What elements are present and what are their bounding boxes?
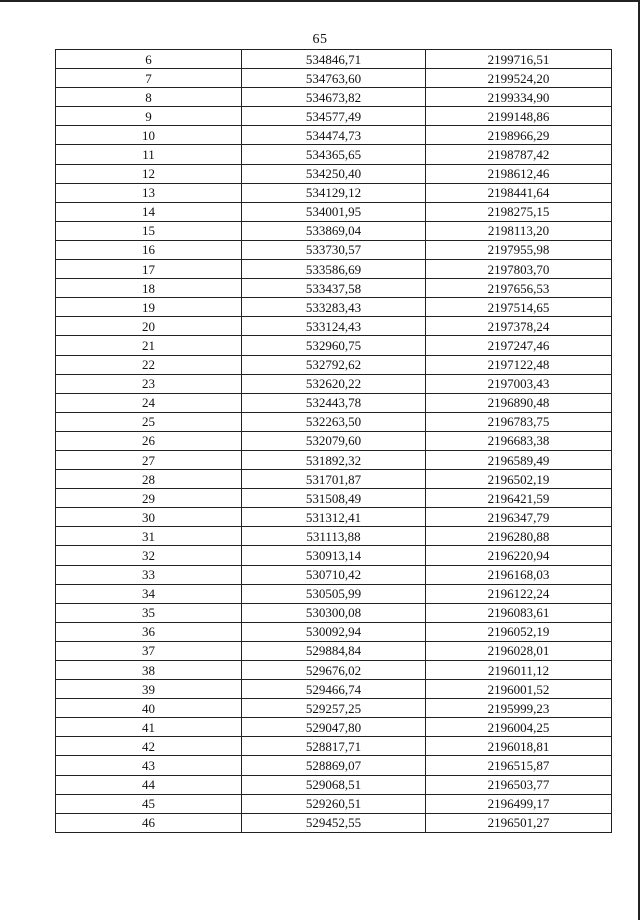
point-number-cell: 18	[56, 279, 242, 298]
table-row	[56, 374, 612, 393]
table-row	[56, 279, 612, 298]
x-coordinate-cell: 528817,71	[242, 737, 426, 756]
point-number-cell: 32	[56, 546, 242, 565]
x-coordinate-cell: 529452,55	[242, 813, 426, 832]
table-row	[56, 775, 612, 794]
table-row	[56, 794, 612, 813]
point-number-cell: 6	[56, 50, 242, 69]
point-number-cell: 45	[56, 794, 242, 813]
table-row	[56, 126, 612, 145]
x-coordinate-cell: 530092,94	[242, 622, 426, 641]
x-coordinate-cell: 534577,49	[242, 107, 426, 126]
y-coordinate-cell: 2198787,42	[426, 145, 612, 164]
point-number-cell: 30	[56, 508, 242, 527]
y-coordinate-cell: 2196004,25	[426, 718, 612, 737]
y-coordinate-cell: 2196515,87	[426, 756, 612, 775]
table-row	[56, 88, 612, 107]
x-coordinate-cell: 531113,88	[242, 527, 426, 546]
point-number-cell: 9	[56, 107, 242, 126]
x-coordinate-cell: 530913,14	[242, 546, 426, 565]
point-number-cell: 10	[56, 126, 242, 145]
table-row	[56, 202, 612, 221]
y-coordinate-cell: 2196001,52	[426, 680, 612, 699]
y-coordinate-cell: 2196783,75	[426, 412, 612, 431]
table-row	[56, 260, 612, 279]
x-coordinate-cell: 529884,84	[242, 641, 426, 660]
table-row	[56, 412, 612, 431]
table-row	[56, 221, 612, 240]
y-coordinate-cell: 2198275,15	[426, 202, 612, 221]
point-number-cell: 35	[56, 603, 242, 622]
y-coordinate-cell: 2196499,17	[426, 794, 612, 813]
x-coordinate-cell: 529466,74	[242, 680, 426, 699]
y-coordinate-cell: 2196052,19	[426, 622, 612, 641]
y-coordinate-cell: 2196683,38	[426, 431, 612, 450]
y-coordinate-cell: 2198966,29	[426, 126, 612, 145]
point-number-cell: 22	[56, 355, 242, 374]
x-coordinate-cell: 533730,57	[242, 240, 426, 259]
x-coordinate-cell: 534763,60	[242, 69, 426, 88]
y-coordinate-cell: 2196028,01	[426, 641, 612, 660]
x-coordinate-cell: 533124,43	[242, 317, 426, 336]
point-number-cell: 40	[56, 699, 242, 718]
x-coordinate-cell: 532263,50	[242, 412, 426, 431]
x-coordinate-cell: 532960,75	[242, 336, 426, 355]
coordinates-table	[55, 49, 612, 833]
page-number: 65	[312, 32, 328, 47]
point-number-cell: 36	[56, 622, 242, 641]
table-row	[56, 164, 612, 183]
table-row	[56, 50, 612, 69]
table-row	[56, 527, 612, 546]
table-row	[56, 508, 612, 527]
point-number-cell: 16	[56, 240, 242, 259]
point-number-cell: 11	[56, 145, 242, 164]
x-coordinate-cell: 534001,95	[242, 202, 426, 221]
point-number-cell: 15	[56, 221, 242, 240]
x-coordinate-cell: 531701,87	[242, 470, 426, 489]
point-number-cell: 31	[56, 527, 242, 546]
y-coordinate-cell: 2199524,20	[426, 69, 612, 88]
table-row	[56, 584, 612, 603]
x-coordinate-cell: 529068,51	[242, 775, 426, 794]
y-coordinate-cell: 2196220,94	[426, 546, 612, 565]
table-row	[56, 107, 612, 126]
point-number-cell: 42	[56, 737, 242, 756]
y-coordinate-cell: 2196083,61	[426, 603, 612, 622]
point-number-cell: 25	[56, 412, 242, 431]
table-row	[56, 489, 612, 508]
y-coordinate-cell: 2197122,48	[426, 355, 612, 374]
point-number-cell: 12	[56, 164, 242, 183]
y-coordinate-cell: 2196503,77	[426, 775, 612, 794]
point-number-cell: 20	[56, 317, 242, 336]
y-coordinate-cell: 2197003,43	[426, 374, 612, 393]
table-row	[56, 622, 612, 641]
table-row	[56, 718, 612, 737]
table-row	[56, 737, 612, 756]
table-row	[56, 546, 612, 565]
y-coordinate-cell: 2198612,46	[426, 164, 612, 183]
y-coordinate-cell: 2195999,23	[426, 699, 612, 718]
table-row	[56, 641, 612, 660]
table-row	[56, 699, 612, 718]
table-row	[56, 355, 612, 374]
x-coordinate-cell: 534673,82	[242, 88, 426, 107]
table-row	[56, 431, 612, 450]
point-number-cell: 41	[56, 718, 242, 737]
x-coordinate-cell: 532443,78	[242, 393, 426, 412]
table-row	[56, 450, 612, 469]
x-coordinate-cell: 534365,65	[242, 145, 426, 164]
x-coordinate-cell: 531892,32	[242, 450, 426, 469]
y-coordinate-cell: 2196501,27	[426, 813, 612, 832]
y-coordinate-cell: 2196502,19	[426, 470, 612, 489]
x-coordinate-cell: 533437,58	[242, 279, 426, 298]
x-coordinate-cell: 534846,71	[242, 50, 426, 69]
table-row	[56, 240, 612, 259]
x-coordinate-cell: 532792,62	[242, 355, 426, 374]
y-coordinate-cell: 2197247,46	[426, 336, 612, 355]
y-coordinate-cell: 2197955,98	[426, 240, 612, 259]
table-row	[56, 680, 612, 699]
point-number-cell: 34	[56, 584, 242, 603]
point-number-cell: 21	[56, 336, 242, 355]
x-coordinate-cell: 530505,99	[242, 584, 426, 603]
point-number-cell: 19	[56, 298, 242, 317]
table-row	[56, 756, 612, 775]
y-coordinate-cell: 2196589,49	[426, 450, 612, 469]
table-row	[56, 470, 612, 489]
x-coordinate-cell: 528869,07	[242, 756, 426, 775]
table-row	[56, 69, 612, 88]
table-row	[56, 145, 612, 164]
x-coordinate-cell: 533869,04	[242, 221, 426, 240]
point-number-cell: 13	[56, 183, 242, 202]
x-coordinate-cell: 529047,80	[242, 718, 426, 737]
y-coordinate-cell: 2196347,79	[426, 508, 612, 527]
point-number-cell: 24	[56, 393, 242, 412]
y-coordinate-cell: 2197378,24	[426, 317, 612, 336]
x-coordinate-cell: 531312,41	[242, 508, 426, 527]
point-number-cell: 39	[56, 680, 242, 699]
y-coordinate-cell: 2196018,81	[426, 737, 612, 756]
point-number-cell: 38	[56, 661, 242, 680]
y-coordinate-cell: 2198113,20	[426, 221, 612, 240]
x-coordinate-cell: 531508,49	[242, 489, 426, 508]
point-number-cell: 14	[56, 202, 242, 221]
table-row	[56, 298, 612, 317]
x-coordinate-cell: 534474,73	[242, 126, 426, 145]
point-number-cell: 43	[56, 756, 242, 775]
point-number-cell: 28	[56, 470, 242, 489]
y-coordinate-cell: 2196011,12	[426, 661, 612, 680]
table-row	[56, 336, 612, 355]
x-coordinate-cell: 529260,51	[242, 794, 426, 813]
y-coordinate-cell: 2196122,24	[426, 584, 612, 603]
table-row	[56, 317, 612, 336]
x-coordinate-cell: 530710,42	[242, 565, 426, 584]
point-number-cell: 26	[56, 431, 242, 450]
point-number-cell: 7	[56, 69, 242, 88]
point-number-cell: 37	[56, 641, 242, 660]
x-coordinate-cell: 534250,40	[242, 164, 426, 183]
y-coordinate-cell: 2196421,59	[426, 489, 612, 508]
point-number-cell: 46	[56, 813, 242, 832]
coordinates-table-body	[56, 50, 612, 833]
x-coordinate-cell: 532079,60	[242, 431, 426, 450]
x-coordinate-cell: 530300,08	[242, 603, 426, 622]
table-row	[56, 813, 612, 832]
y-coordinate-cell: 2197656,53	[426, 279, 612, 298]
y-coordinate-cell: 2199148,86	[426, 107, 612, 126]
table-row	[56, 565, 612, 584]
x-coordinate-cell: 529257,25	[242, 699, 426, 718]
y-coordinate-cell: 2199716,51	[426, 50, 612, 69]
table-row	[56, 183, 612, 202]
x-coordinate-cell: 534129,12	[242, 183, 426, 202]
point-number-cell: 23	[56, 374, 242, 393]
y-coordinate-cell: 2199334,90	[426, 88, 612, 107]
point-number-cell: 8	[56, 88, 242, 107]
point-number-cell: 27	[56, 450, 242, 469]
x-coordinate-cell: 529676,02	[242, 661, 426, 680]
table-row	[56, 661, 612, 680]
table-row	[56, 603, 612, 622]
y-coordinate-cell: 2197803,70	[426, 260, 612, 279]
y-coordinate-cell: 2196280,88	[426, 527, 612, 546]
point-number-cell: 44	[56, 775, 242, 794]
y-coordinate-cell: 2197514,65	[426, 298, 612, 317]
y-coordinate-cell: 2196168,03	[426, 565, 612, 584]
x-coordinate-cell: 532620,22	[242, 374, 426, 393]
point-number-cell: 17	[56, 260, 242, 279]
x-coordinate-cell: 533586,69	[242, 260, 426, 279]
point-number-cell: 33	[56, 565, 242, 584]
point-number-cell: 29	[56, 489, 242, 508]
table-row	[56, 393, 612, 412]
x-coordinate-cell: 533283,43	[242, 298, 426, 317]
y-coordinate-cell: 2198441,64	[426, 183, 612, 202]
y-coordinate-cell: 2196890,48	[426, 393, 612, 412]
